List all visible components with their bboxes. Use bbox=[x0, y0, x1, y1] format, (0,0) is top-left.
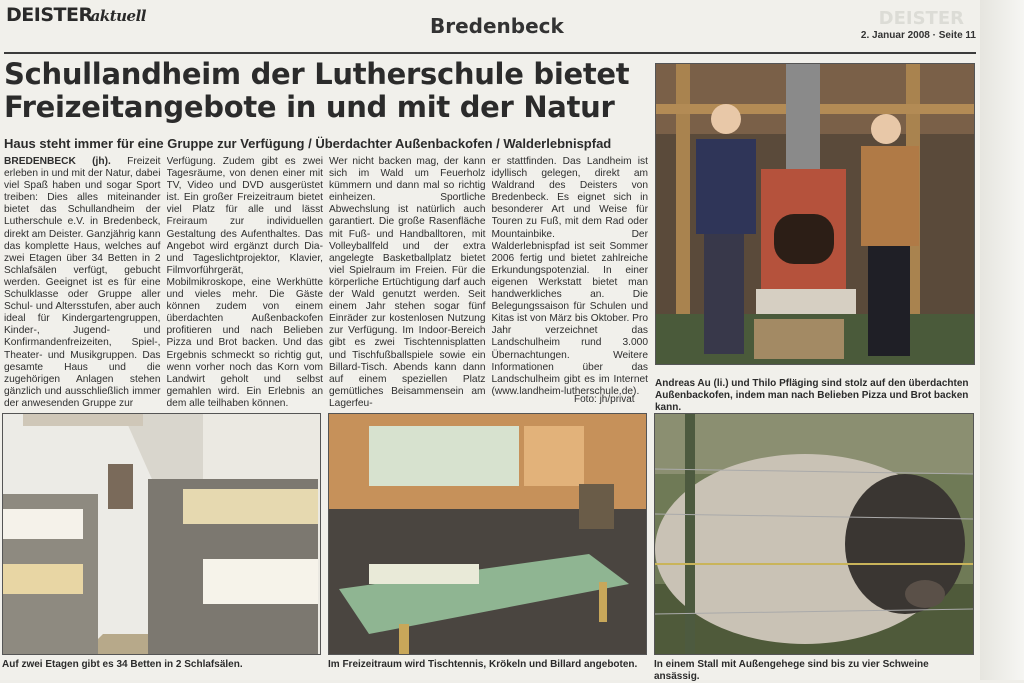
headline: Schullandheim der Lutherschule bietet Freizeitangebote in und mit der Natur bbox=[4, 57, 630, 124]
photo-pig bbox=[654, 413, 974, 655]
masthead-logo bbox=[6, 4, 146, 26]
section-title: Bredenbeck bbox=[430, 14, 564, 38]
header-rule bbox=[4, 52, 976, 54]
page-edge bbox=[980, 0, 1024, 680]
subhead: Haus steht immer für eine Gruppe zur Verfügung / Überdachter Außenbackofen / Walderlebnispfad bbox=[4, 136, 612, 151]
photo-credit: Foto: jh/privat bbox=[574, 394, 635, 405]
ghost-logo: DEISTER bbox=[878, 8, 964, 29]
article-text-4: er stattfinden. Das Landheim ist idyllisch gelegen, direkt am Waldrand des Deisters von Bredenbeck. Es eignet sich in besonderer Art und Weise für Touren zu Fuß, mit dem Rad oder Mountainbike. Der Walderlebnispfad ist seit Sommer 2006 fertig und bietet zahlreiche Erkundungspotenzial. In einer eigenen Werkstatt bietet man handwerkliches an. Die Belegungssaison für Schulen und Kitas ist von März bis Oktober. Pro Jahr verzeichnet das Landschulheim rund 3.000 Übernachtungen. Weitere Informationen über das Landschulheim gibt es im Internet (www.landheim-lutherschule.de). bbox=[491, 156, 648, 397]
article-column-2 bbox=[167, 156, 324, 408]
photo-beds bbox=[2, 413, 321, 655]
tabletennis-illustration bbox=[329, 414, 646, 654]
article-text-1: Freizeit erleben in und mit der Natur, dabei viel Spaß haben und sogar Sport treiben: Dies alles miteinander bietet das Schullandheim der Lutherschule e.V. in Bredenbeck, direkt am Deister. Ganzjährig kann das komplette Haus, welches auf zwei Etagen über 34 Betten in 2 Schlafsälen verfügt, gebucht werden. Geeignet ist es für eine Schulklasse oder Gruppe aller Schul- und Altersstufen, aber auch ideal für Kindergartengruppen, Kinder-, Jugend- und Konfirmandenfreizeiten, Spiel-, Theater- und Musikgruppen. Das gesamte Haus und die zugehörigen Anlagen stehen gänzlich und ausschließlich immer der anwesenden Gruppe zur bbox=[4, 156, 161, 408]
photo-oven bbox=[655, 63, 975, 365]
caption-oven: Andreas Au (li.) und Thilo Pfläging sind stolz auf den überdachten Außenbackofen, indem man nach Belieben Pizza und Brot backen kann. bbox=[655, 378, 969, 413]
article-columns bbox=[4, 156, 648, 408]
caption-tabletennis: Im Freizeitraum wird Tischtennis, Krökeln und Billard angeboten. bbox=[328, 659, 638, 670]
article-text-3: Wer nicht backen mag, der kann sich im Wald um Feuerholz kümmern und dann mal so richtig einheizen. Sportliche Abwechslung ist natürlich auch garantiert. Die große Rasenfläche mit Fuß- und Handballtoren, mit Volleyballfeld und der extra angelegte Basketballplatz bietet viel Spielraum im Freien. Für die körperliche Ertüchtigung darf auch der Wald genutzt werden. Seit einem Jahr stehen sogar fünf Einräder zur kostenlosen Nutzung zur Verfügung. Im Indoor-Bereich gibt es zwei Tischtennisplatten und Tischfußballspiele sowie ein Billard-Tisch. Abends kann dann auf einem speziellen Platz gemütliches Beisammensein am Lagerfeu- bbox=[329, 156, 486, 408]
photo-table-tennis bbox=[328, 413, 647, 655]
caption-pig: In einem Stall mit Außengehege sind bis zu vier Schweine ansässig. bbox=[654, 659, 929, 682]
logo-main: DEISTER bbox=[6, 4, 93, 26]
oven-illustration bbox=[656, 64, 974, 364]
beds-illustration bbox=[3, 414, 320, 654]
pig-illustration bbox=[655, 414, 973, 654]
caption-beds: Auf zwei Etagen gibt es 34 Betten in 2 Schlafsälen. bbox=[2, 659, 243, 670]
article-column-3 bbox=[329, 156, 486, 408]
article-dateline: BREDENBECK (jh). bbox=[4, 156, 111, 167]
logo-sub: aktuell bbox=[90, 7, 146, 25]
article-column-1 bbox=[4, 156, 161, 408]
date-page: 2. Januar 2008 · Seite 11 bbox=[860, 30, 976, 41]
article-column-4 bbox=[492, 156, 649, 408]
article-text-2: Verfügung. Zudem gibt es zwei Tagesräume, von denen einer mit TV, Video und DVD ausgerüstet ist. Ein großer Freizeitraum bietet viel Platz für alle und lässt Freiraum zur individuellen Gestaltung des Aufenthaltes. Das Angebot wird ergänzt durch Dia- und Tageslichtprojektor, Klavier, Filmvorführgerät, Mobilmikroskope, eine Werkhütte und vieles mehr. Die Gäste können zudem von einem überdachten Außenbackofen profitieren und nach Belieben Pizza und Brot backen. Und das Ergebnis schmeckt so richtig gut, wenn vorher noch das Korn vom Landwirt geholt und selbst gemahlen wird. Ein Erlebnis an dem alle teilhaben können. bbox=[166, 156, 323, 408]
